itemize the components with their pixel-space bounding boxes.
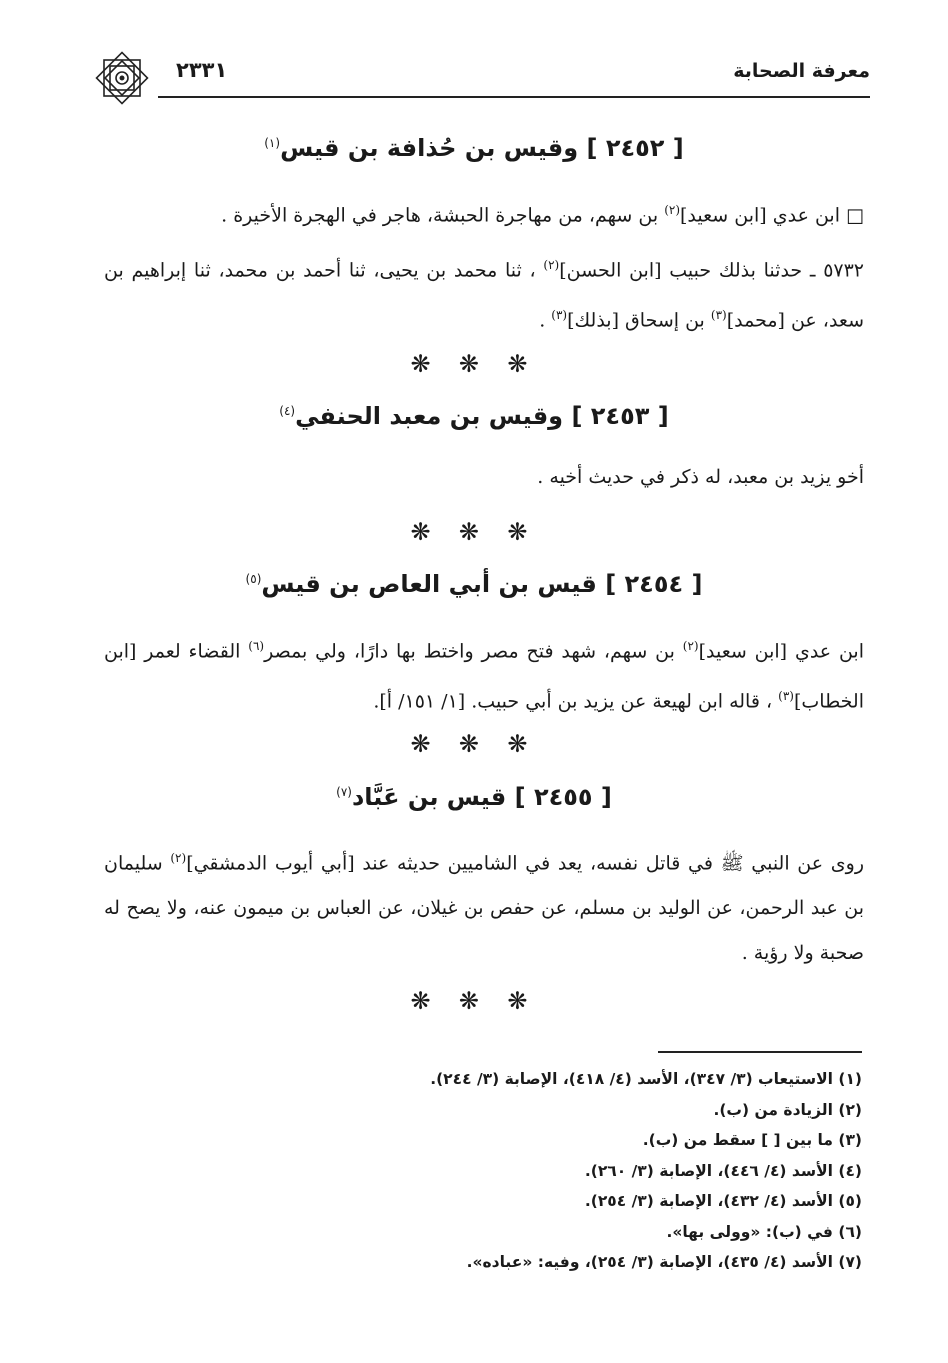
entry-title-text: [ ٢٤٥٣ ] وقيس بن معبد الحنفي <box>295 402 669 430</box>
page-header <box>96 56 870 98</box>
section-separator: ❋ ❋ ❋ <box>410 987 538 1015</box>
entry-title-text: [ ٢٤٥٤ ] قيس بن أبي العاص بن قيس <box>261 570 703 598</box>
section-separator: ❋ ❋ ❋ <box>410 518 538 546</box>
entry-title-2452 <box>100 134 848 162</box>
text-run: □ ابن عدي [ابن سعيد] <box>680 204 864 227</box>
page-number: ٢٣٣١ <box>176 58 228 82</box>
footnote-1: (١) الاستيعاب (٣/ ٣٤٧)، الأسد (٤/ ٤١٨)، الإصابة (٣/ ٢٤٤). <box>430 1070 862 1088</box>
section-separator: ❋ ❋ ❋ <box>410 730 538 758</box>
text-run: ، ثنا محمد بن يحيى، ثنا أحمد بن محمد، ثنا إبراهيم بن سعد، عن [محمد] <box>104 259 864 332</box>
section-separator: ❋ ❋ ❋ <box>410 350 538 378</box>
footnote-marker: (٥) <box>245 572 262 586</box>
footnote-marker: (٣) <box>710 308 727 323</box>
entry-title-text: [ ٢٤٥٥ ] قيس بن عَبَّاد <box>351 783 612 811</box>
octagram-ornament-icon <box>94 50 150 106</box>
footnote-3: (٣) ما بين [ ] سقط من (ب). <box>642 1131 862 1149</box>
footnote-marker: (٢) <box>664 203 681 217</box>
footnote-marker: (٢) <box>170 851 187 865</box>
footnote-marker: (٣) <box>551 308 568 323</box>
footnote-rule <box>658 1051 862 1053</box>
footnote-5: (٥) الأسد (٤/ ٤٣٢)، الإصابة (٣/ ٢٥٤). <box>584 1192 862 1210</box>
text-run: أخو يزيد بن معبد، له ذكر في حديث أخيه . <box>537 466 864 488</box>
entry-2454-paragraph-1 <box>104 624 864 725</box>
text-run: القضاء لعمر [ابن الخطاب] <box>104 640 864 713</box>
footnote-marker: (٤) <box>279 404 296 418</box>
entry-2453-paragraph-1 <box>104 455 864 500</box>
footnote-marker: (٢) <box>682 639 699 653</box>
footnote-marker: (٣) <box>778 689 794 704</box>
text-run: بن سهم، من مهاجرة الحبشة، هاجر في الهجرة الأخيرة . <box>221 204 665 227</box>
header-rule <box>158 96 870 98</box>
footnote-marker: (٧) <box>336 785 352 799</box>
footnote-4: (٤) الأسد (٤/ ٤٤٦)، الإصابة (٣/ ٢٦٠). <box>584 1161 862 1180</box>
text-run: بن سهم، شهد فتح مصر واختط بها دارًا، ولي بمصر <box>264 640 683 663</box>
entry-title-2455 <box>100 783 848 811</box>
text-run: ، قاله ابن لهيعة عن يزيد بن أبي حبيب. [١/ ١٥١/ أ]. <box>373 690 779 713</box>
footnotes <box>260 1064 862 1278</box>
running-title: معرفة الصحابة <box>733 60 870 82</box>
footnote-marker: (٦) <box>248 639 265 653</box>
text-run: روى عن النبي ﷺ في قاتل نفسه، يعد في الشاميين حديثه عند [أبي أيوب الدمشقي] <box>186 852 864 875</box>
entry-title-2453 <box>100 402 848 430</box>
footnote-6: (٦) في (ب): «وولى بها». <box>666 1222 862 1241</box>
footnote-marker: (١) <box>264 136 281 150</box>
footnote-marker: (٢) <box>543 258 560 272</box>
entry-title-text: [ ٢٤٥٢ ] وقيس بن حُذافة بن قيس <box>280 134 684 162</box>
text-run: سليمان بن عبد الرحمن، عن الوليد بن مسلم، عن حفص بن غيلان، عن العباس بن ميمون عنه، ولا يصح له صحبة ولا رؤية . <box>104 852 864 965</box>
text-run: . <box>539 309 552 332</box>
entry-title-2454 <box>100 570 848 598</box>
footnote-7: (٧) الأسد (٤/ ٤٣٥)، الإصابة (٣/ ٢٥٤)، وفيه: «عباده». <box>466 1253 862 1271</box>
text-run: ٥٧٣٢ ـ حدثنا بذلك حبيب [ابن الحسن] <box>559 259 865 282</box>
entry-2455-paragraph-1 <box>104 836 864 976</box>
entry-2452-paragraph-2 <box>104 243 864 344</box>
text-run: بن إسحاق [بذلك] <box>567 309 711 332</box>
text-run: ابن عدي [ابن سعيد] <box>698 640 864 663</box>
entry-2452-paragraph-1 <box>104 188 864 238</box>
footnote-2: (٢) الزيادة من (ب). <box>713 1100 862 1119</box>
